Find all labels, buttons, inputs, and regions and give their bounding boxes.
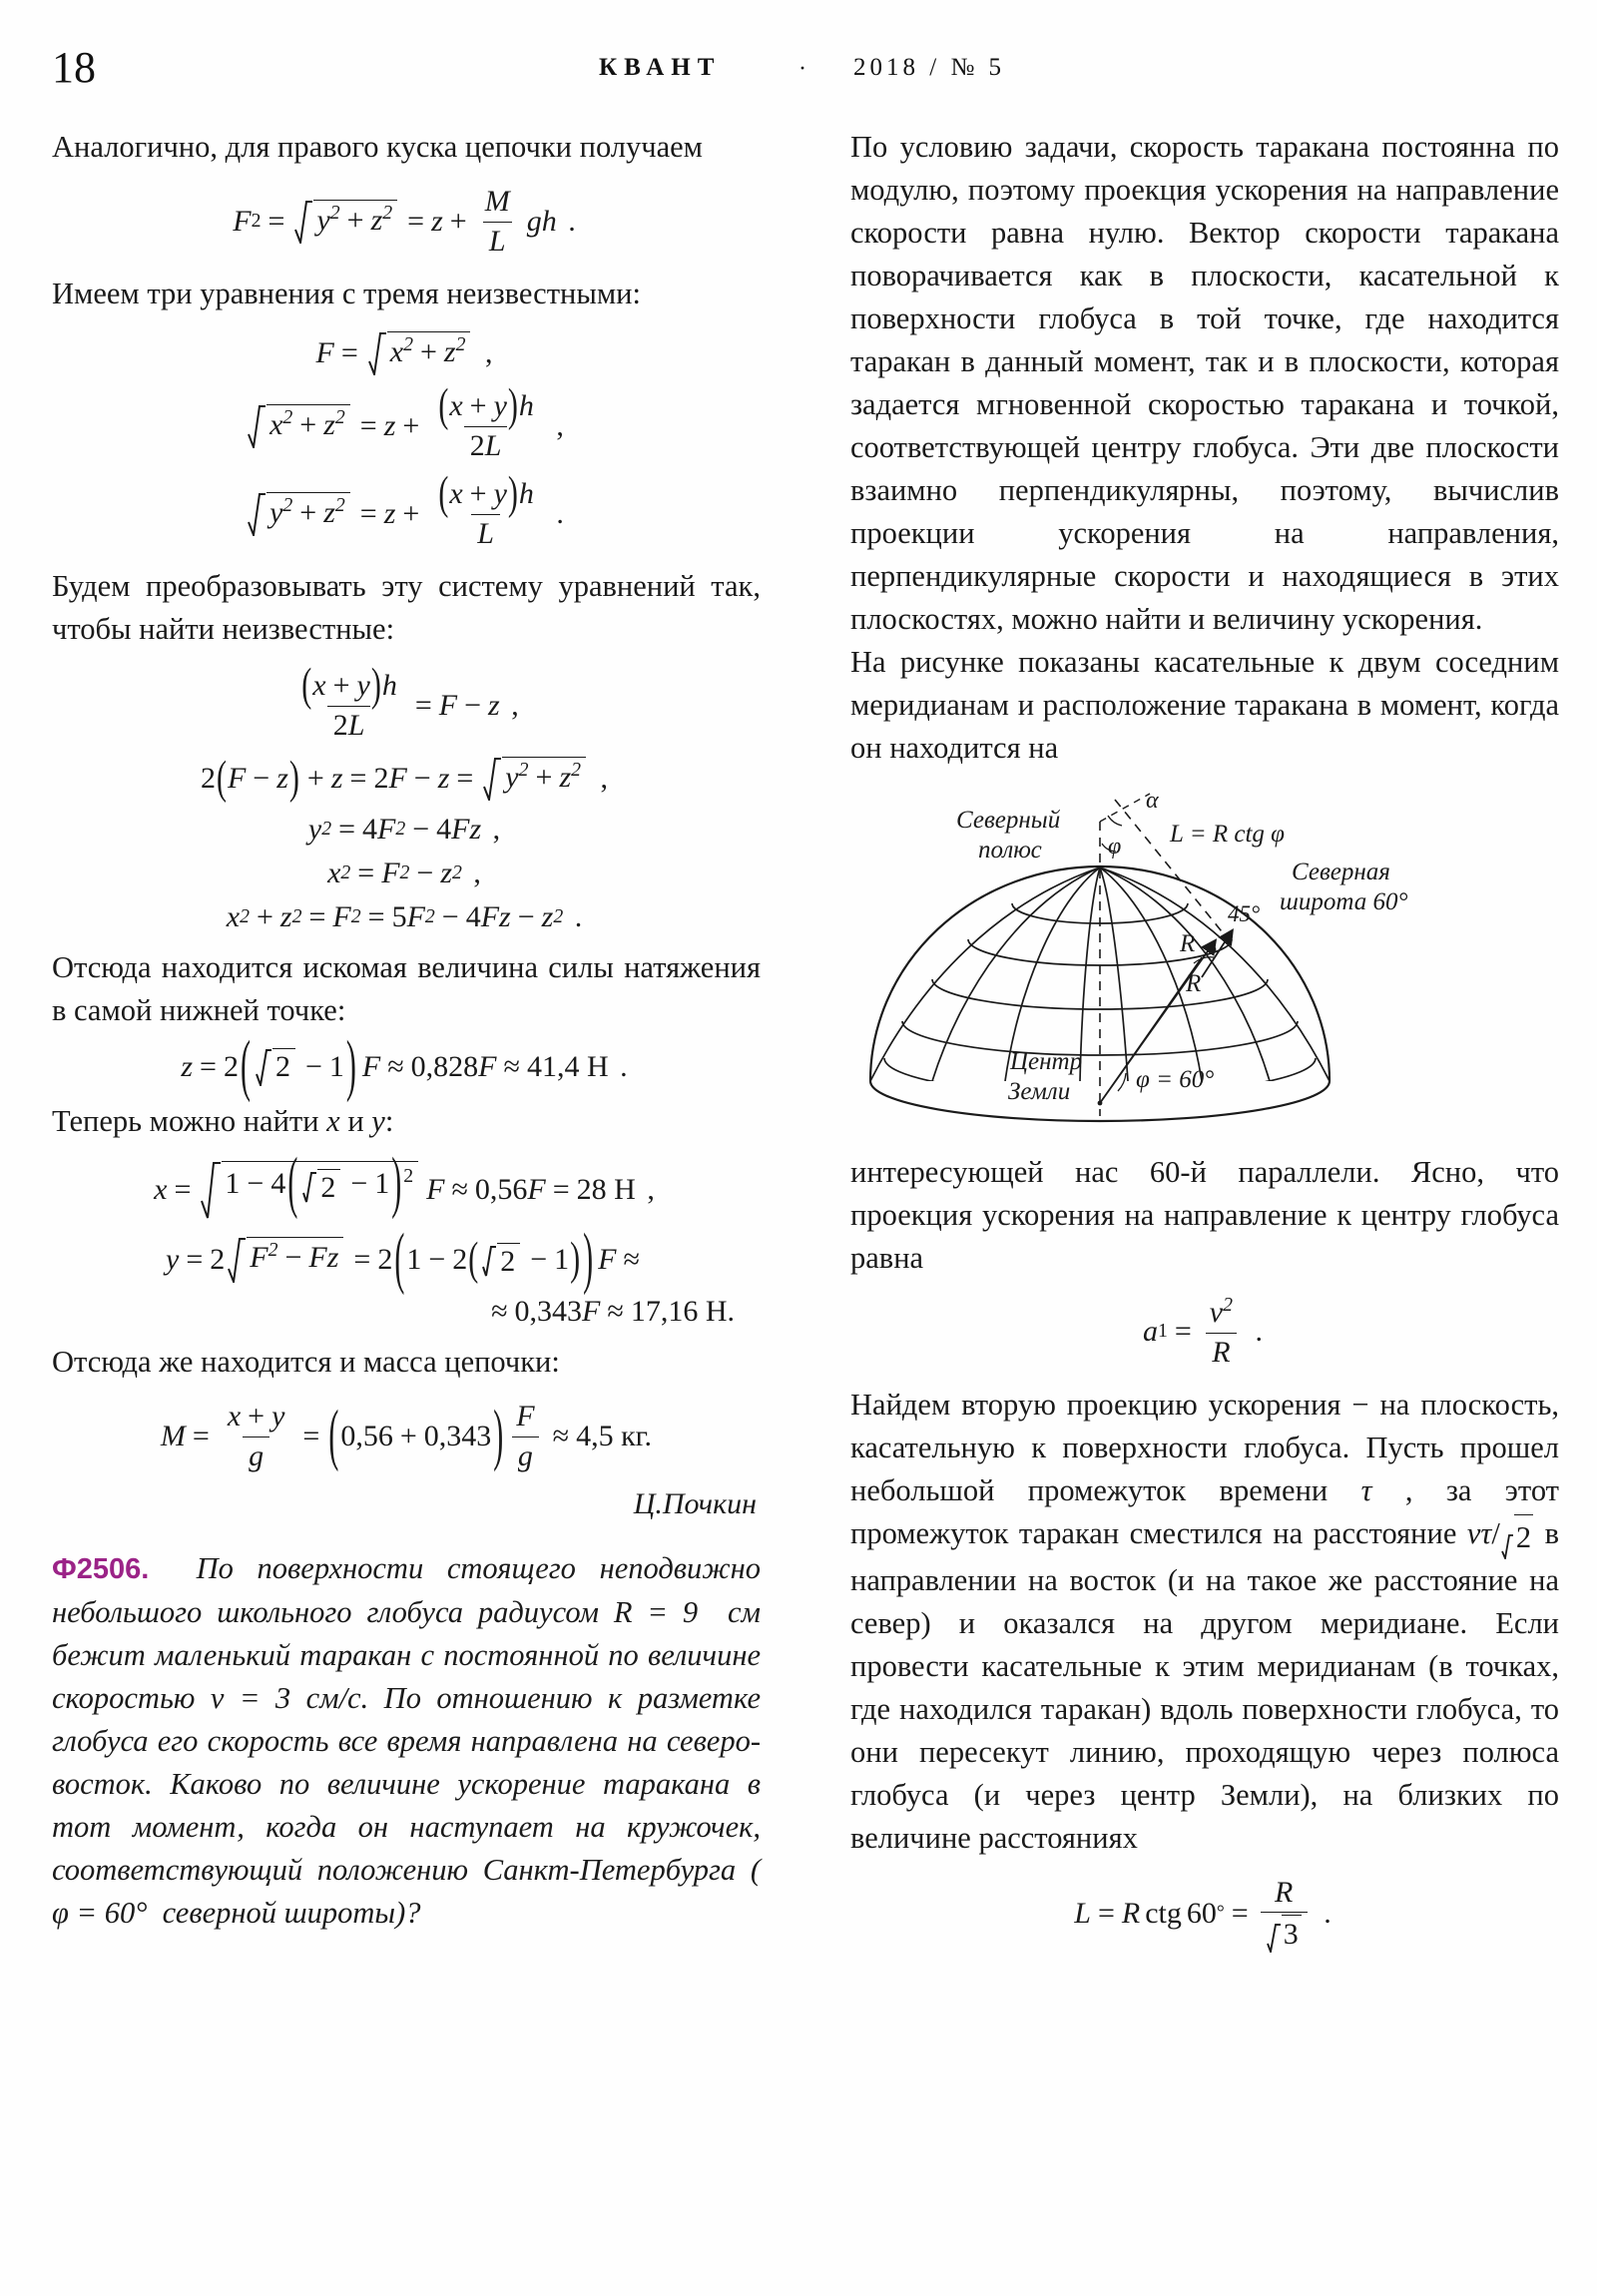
header-separator: · [798,56,806,82]
figure-label-north-pole-2: полюс [978,837,1042,863]
page-number: 18 [52,43,96,92]
equation-a1: a 1 = $\frac{v^2}{R}$ . [1142,1294,1264,1369]
figure-label-phi60: φ = 60° [1136,1066,1215,1093]
right-column [850,126,1559,1967]
figure-label-center-2: Земли [1008,1078,1071,1105]
equation-sys-3: $y^2 + z^2$ = z + ( x + y ) h L . [52,477,761,551]
figure-label-center-1: Центр [1010,1048,1083,1075]
equation-L: L = R ctg 60 ° = $\frac{R}{3}$ . [1074,1875,1331,1952]
equation-y-cont: ≈ 0,343 F ≈ 17,16 Н. [491,1295,735,1328]
problem-number: Ф2506. [52,1553,150,1585]
author-signature: Ц.Почкин [633,1487,757,1520]
equation-t1: ( x + y ) h 2L = F − z , [301,659,519,742]
right-paragraph-4: Найдем вторую проекцию ускорения − на плоскость, касательную к поверхности глобуса. Пусть прошел небольшой промежуток времени τ , за этот промежуток таракан сместился на расстояние vτ/ 2 в направлении на восток (и на такое же расстояние на север) и оказался на другом меридиане. Если провести касательные к этим меридианам (в точках, где находился таракан) вдоль поверхности глобуса, то они пересекут линию, проходящую через полюса глобуса (и через центр Земли), на близких по величине расстояниях [850,1388,1559,1855]
equation-M: M = $\frac{x + y}{g}$ = ( 0,56 + 0,343 ) $\frac{F}{g}$ ≈ 4,5 кг. [160,1397,653,1473]
paragraph-2: Имеем три уравнения с тремя неизвестными: [52,277,641,310]
journal-title: КВАНТ [599,54,722,81]
paragraph-5: Теперь можно найти x и y: [52,1104,394,1138]
problem-block [52,1547,761,1935]
figure-label-north-lat-2: широта 60° [1280,888,1408,915]
equation-F2: F 2 = $y^2 + z^2$ = z + $\frac{M}{L}$ gh . [233,185,576,258]
globe-figure [850,782,1559,1141]
figure-label-north-pole-1: Северный [956,807,1061,834]
paragraph-4: Отсюда находится искомая величина силы натяжения в самой нижней точке: [52,950,761,1027]
paragraph-3: Будем преобразовывать эту систему уравнений так, чтобы найти неизвестные: [52,569,761,646]
equation-x: x = 1 − 4 ( 2 − 1 ) $^2$ F ≈ 0,56 F = 28 Н , [154,1144,655,1221]
left-column [52,126,761,1935]
problem-body: По поверхности стоящего неподвижно небольшого школьного глобуса радиусом R = 9 см бежит маленький таракан с постоянной по величине скоростью v = 3 см/с. По отношению к разметке глобуса его скорость все время направлена на северо-восток. Каково по величине ускорение таракана в тот момент, когда он наступает на кружочек, соответствующий положению Санкт-Петербурга ( φ = 60° северной широты)? [52,1551,762,1930]
right-paragraph-2: На рисунке показаны касательные к двум соседним меридианам и расположение таракана в момент, когда он находится на [850,645,1559,765]
figure-label-north-lat-1: Северная [1292,859,1390,885]
equation-sys-1: F = $x^2 + z^2$ , [52,331,761,375]
figure-label-alpha: α [1146,788,1159,814]
equation-t4: x 2 = F 2 − z 2 , [327,857,481,889]
figure-label-R2: R [1186,970,1202,997]
problem-text [52,1547,761,1935]
equation-y: y = 2 $F^2 - Fz$ = 2 ( 1 − 2 ( 2 − 1 ) ) F ≈ [166,1220,640,1297]
equation-t3: y 2 = 4 F 2 − 4 Fz , [307,813,501,846]
page-header [0,28,1597,92]
equation-z: z = 2 ( 2 − 1 ) F ≈ 0,828 F ≈ 41,4 Н . [181,1027,628,1104]
journal-issue: 2018 / № 5 [853,54,1006,81]
right-paragraph-3: интересующей нас 60-й параллели. Ясно, что проекция ускорения на направление к центру глобуса равна [850,1155,1559,1275]
equation-sys-2: $x^2 + z^2$ = z + ( x + y ) h 2L , [52,389,761,463]
right-paragraph-1: По условию задачи, скорость таракана постоянна по модулю, поэтому проекция ускорения на направление скорости равна нулю. Вектор скорости таракана поворачивается как в плоскости, касательной к поверхности глобуса в той точке, где находится таракан в данный момент, так и в плоскости, которая задается мгновенной скоростью таракана и точкой, соответствующей центру глобуса. Эти две плоскости взаимно перпендикулярны, поэтому, вычислив проекции ускорения на направления, перпендикулярные скорости и находящиеся в этих плоскостях, можно найти и величину ускорения. [850,130,1559,636]
paragraph-6: Отсюда же находится и масса цепочки: [52,1345,560,1379]
figure-label-R1: R [1180,930,1196,957]
figure-label-L: L = R ctg φ [1170,821,1285,848]
equation-t5: x 2 + z 2 = F 2 = 5 F 2 − 4 Fz − z 2 . [226,900,583,933]
equation-t2: 2 ( F − z ) + z = 2 F − z = $y^2 + z^2$ , [200,752,609,804]
paragraph-1: Аналогично, для правого куска цепочки получаем [52,130,703,164]
figure-label-phi-top: φ [1108,834,1122,860]
figure-label-45: 45° [1228,901,1261,926]
